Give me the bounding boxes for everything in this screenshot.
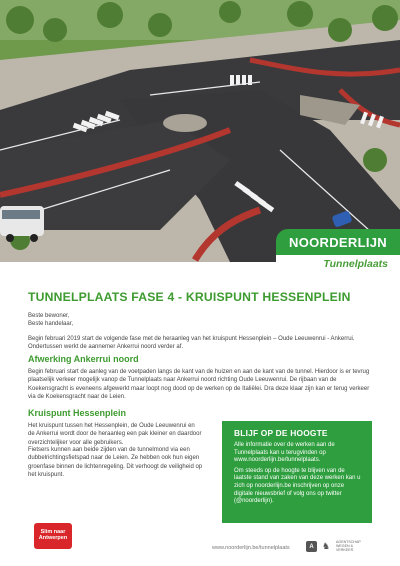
section-heading-ankerrui: Afwerking Ankerrui noord [28,354,139,364]
infobox-text-1: Alle informatie over de werken aan de Tunnelplaats kan u terugvinden op www.noorderlijn.be/tunnelplaats. [234,442,335,464]
flemish-lion-icon: ♞ [322,541,331,551]
section-text-hessenplein-1: Het kruispunt tussen het Hessenplein, de Oude Leeuwenrui en de Ankerrui wordt door de heraanleg een pak kleiner en daardoor overzichtelijker voor alle gebruikers. [28,423,202,446]
stay-informed-box [222,421,372,523]
greeting-line-1: Beste bewoner, [28,313,70,319]
agency-logo-text: AGENTSCHAP WEGEN & VERKEER [336,540,361,553]
brand-subtitle: Tunnelplaats [323,258,388,270]
infobox-title: BLIJF OP DE HOOGTE [234,428,328,438]
footer-url[interactable]: www.noorderlijn.be/tunnelplaats [212,545,290,551]
section-heading-hessenplein: Kruispunt Hessenplein [28,408,127,418]
slim-naar-antwerpen-logo: Slim naar Antwerpen [34,523,72,549]
intro-paragraph: Begin februari 2019 start de volgende fase met de heraanleg van het kruispunt Hessenplein – Oude Leeuwenrui - Ankerrui. Ondertussen werkt de aannemer Ankerrui noord verder af. [28,336,355,351]
greeting-line-2: Beste handelaar, [28,321,74,327]
page-title: TUNNELPLAATS FASE 4 - KRUISPUNT HESSENPLEIN [28,290,351,304]
infobox-text-2: Om steeds op de hoogte te blijven van de laatste stand van zaken van deze werken kan u zich op noorderlijn.be inschrijven op onze digitale nieuwsbrief of volg ons op twitter (@noorderlijn). [234,467,361,505]
hero-illustration [0,0,400,262]
noorderlijn-logo: NOORDERLIJN [276,229,400,255]
section-text-ankerrui: Begin februari start de aanleg van de voetpaden langs de kant van de huizen en aan de kant van de tunnel. Hierdoor is er tevrug plaatselijk verkeer mogelijk vanop de Tunnelplaats naar Ankerrui noord richting Oude Leeuwenrui. De rijbaan van de Koekensgracht is eveneens afgewerkt maar loopt nog dood op de werken op de Italiëlei. Dra deze klaar zijn kan er terug verkeer via de Koekensgracht naar de Leien. [28,369,370,400]
city-antwerp-icon: A [306,541,317,552]
section-text-hessenplein-2: Fietsers kunnen aan beide zijden van de tunnelmond via een dubbelrichtingsfietspad naar de Leien. Ze hebben ook hun eigen groenfase binnen de lichtenregeling. Dit verhoogt de veiligheid op het kruispunt. [28,447,203,478]
